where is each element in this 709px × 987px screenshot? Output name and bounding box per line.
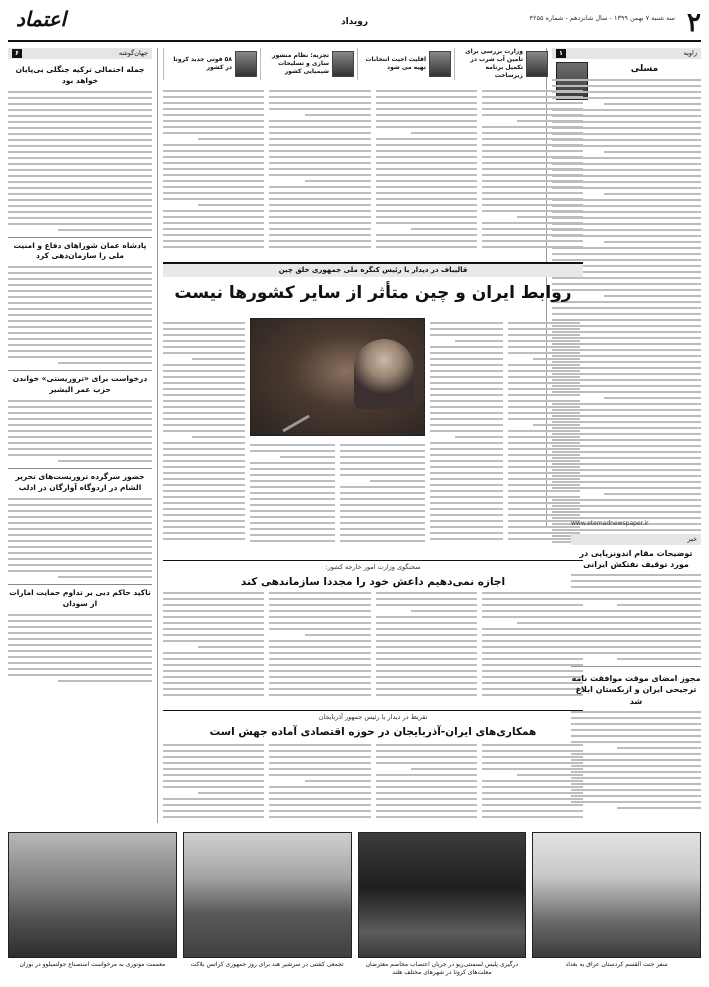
thumbnail-photo	[526, 51, 548, 77]
right-lower-headline-tanker: توضیحات مقام اندونزیایی در مورد توقیف نفتکش ایرانی	[579, 548, 693, 570]
left-story	[8, 237, 152, 365]
masthead	[8, 6, 701, 42]
photo-caption: معممت موتوری به مرخواست استصناع جولتمیلوو در بوزان	[19, 961, 166, 968]
article-column	[163, 740, 264, 826]
editorial-title: مسلی	[630, 63, 659, 74]
left-story-headline: حضور سرگرده تروریست‌های تحریر الشام در اردوگاه آوارگان در ادلب	[15, 472, 145, 492]
issue-info: سه شنبه ۷ بهمن ۱۳۹۹ - سال شانزدهم - شماره ۴۲۵۵	[529, 14, 675, 22]
left-story	[8, 584, 152, 682]
left-story	[8, 468, 152, 578]
article-column	[376, 86, 477, 256]
left-story-headline: تاکید حاکم دبی بر تداوم حمایت امارات از سودان	[9, 587, 151, 608]
sub-story-azerbaijan	[163, 710, 583, 743]
news-photo	[8, 832, 177, 958]
top-news-strip	[163, 48, 551, 80]
top-strip-headline: تجربه: نظام منشور سازی و تسلیحات شیمیایی کشور	[271, 52, 329, 75]
section-title: رویداد	[340, 17, 369, 27]
article-column	[508, 318, 581, 556]
right-lower-column	[571, 520, 701, 813]
top-strip-headline: اقلیت احیت انتخابات تهیه می شود	[365, 56, 426, 71]
photo-item	[183, 832, 352, 982]
photo-row	[8, 832, 701, 982]
article-column	[340, 440, 425, 555]
newspaper-logo: اعتماد	[16, 7, 67, 31]
left-column	[8, 48, 158, 823]
left-story-headline: پادشاه عمان شوراهای دفاع و امنیت ملی را سازمان‌دهی کرد	[13, 240, 147, 261]
news-photo	[183, 832, 352, 958]
thumbnail-photo	[332, 51, 354, 77]
article-column	[269, 86, 370, 256]
article-column	[269, 588, 370, 706]
photo-caption: تجمعی کشتی در سرشیر هند برای روز جمهوری کراتس‌ بلاکت	[190, 961, 344, 968]
main-story-columns-right	[430, 318, 580, 556]
right-lower-tag: خبر	[687, 535, 697, 544]
left-column-tag-bar	[8, 48, 152, 59]
main-story-photo	[250, 318, 425, 436]
article-column	[250, 440, 335, 555]
photo-caption: سفر جنت القسم کردستان عراق به بغداد	[565, 961, 668, 968]
sub-story-headline: اجازه نمی‌دهیم داعش خود را مجددا سازماندهی کند	[240, 575, 506, 588]
left-story	[8, 370, 152, 462]
right-lower-body	[571, 711, 701, 809]
left-story-headline: جمله احتمالی ترکیه جنگلی بی‌پایان خواهد بود	[15, 64, 145, 85]
right-column-tag-bar	[552, 48, 701, 59]
page-number: ۲	[687, 8, 701, 38]
top-strip-item	[357, 48, 454, 80]
left-column-tag-number: ۶	[12, 49, 22, 58]
photo-item	[358, 832, 527, 982]
right-column-tag: زاویه	[683, 49, 697, 57]
thumbnail-photo	[235, 51, 257, 77]
top-strip-item	[454, 48, 551, 80]
top-strip-headline: ۵۸ فوتی جدید کرونا در کشور	[173, 56, 232, 71]
website-url: www.etemadnewspaper.ir	[571, 520, 649, 527]
right-column-tag-number: ۱	[556, 49, 566, 58]
left-column-tag: جهان‌گوشه	[118, 49, 148, 57]
right-lower-body	[571, 574, 701, 660]
sub-story-headline: همکاری‌های ایران-آذربایجان در حوزه اقتصادی آماده جهش است	[209, 725, 537, 738]
top-strip-item	[163, 48, 260, 80]
article-column	[376, 588, 477, 706]
article-column	[482, 86, 583, 256]
news-photo	[358, 832, 527, 958]
top-strip-headline: وزارت بررسی برای تامین آب شرب در تکمیل برنامه زیرساخت	[465, 48, 523, 79]
article-column	[482, 588, 583, 706]
main-story-column-left	[163, 318, 245, 556]
article-column	[163, 588, 264, 706]
microphone-shape	[282, 415, 309, 433]
sub-story-kicker: تقریظ در دیدار با رئیس جمهور آذربایجان	[318, 713, 428, 721]
article-column	[163, 318, 245, 556]
thumbnail-photo	[429, 51, 451, 77]
left-story-headline: درخواست برای «تروریستی» خواندن حزب عمر البشیر	[12, 374, 148, 395]
news-photo	[532, 832, 701, 958]
article-column	[269, 740, 370, 826]
photo-caption: درگیری پلیس لسمنتی‌ریو در جریان اعتصاب مخاصم معترضان معلت‌های کرونا در شهرهای مختلف هلند	[365, 961, 519, 977]
right-lower-headline-uzbekistan: مجوز امضای موقت موافقت نامه ترجیحی ایران و ازبکستان ابلاغ شد	[571, 674, 701, 706]
speaker-figure	[354, 339, 414, 409]
sub-story-2-columns	[163, 740, 583, 826]
main-story-headline: روابط ایران و چین متأثر از سایر کشورها نیست	[174, 283, 572, 304]
left-story	[8, 62, 152, 231]
photo-item	[532, 832, 701, 982]
right-lower-tag-bar	[571, 534, 701, 545]
photo-item	[8, 832, 177, 982]
article-column	[163, 86, 264, 256]
main-story-kicker: قالیباف در دیدار با رئیس کنگره ملی جمهوری خلق چین	[163, 264, 583, 277]
sub-story-1-columns	[163, 588, 583, 706]
article-column	[430, 318, 503, 556]
article-column	[376, 740, 477, 826]
main-story-columns-under-photo	[250, 440, 425, 555]
top-strip-item	[260, 48, 357, 80]
article-column	[482, 740, 583, 826]
main-story	[163, 262, 583, 308]
top-center-columns	[163, 86, 583, 256]
sub-story-kicker: سخنگوی وزارت امور خارجه کشور:	[325, 563, 421, 571]
